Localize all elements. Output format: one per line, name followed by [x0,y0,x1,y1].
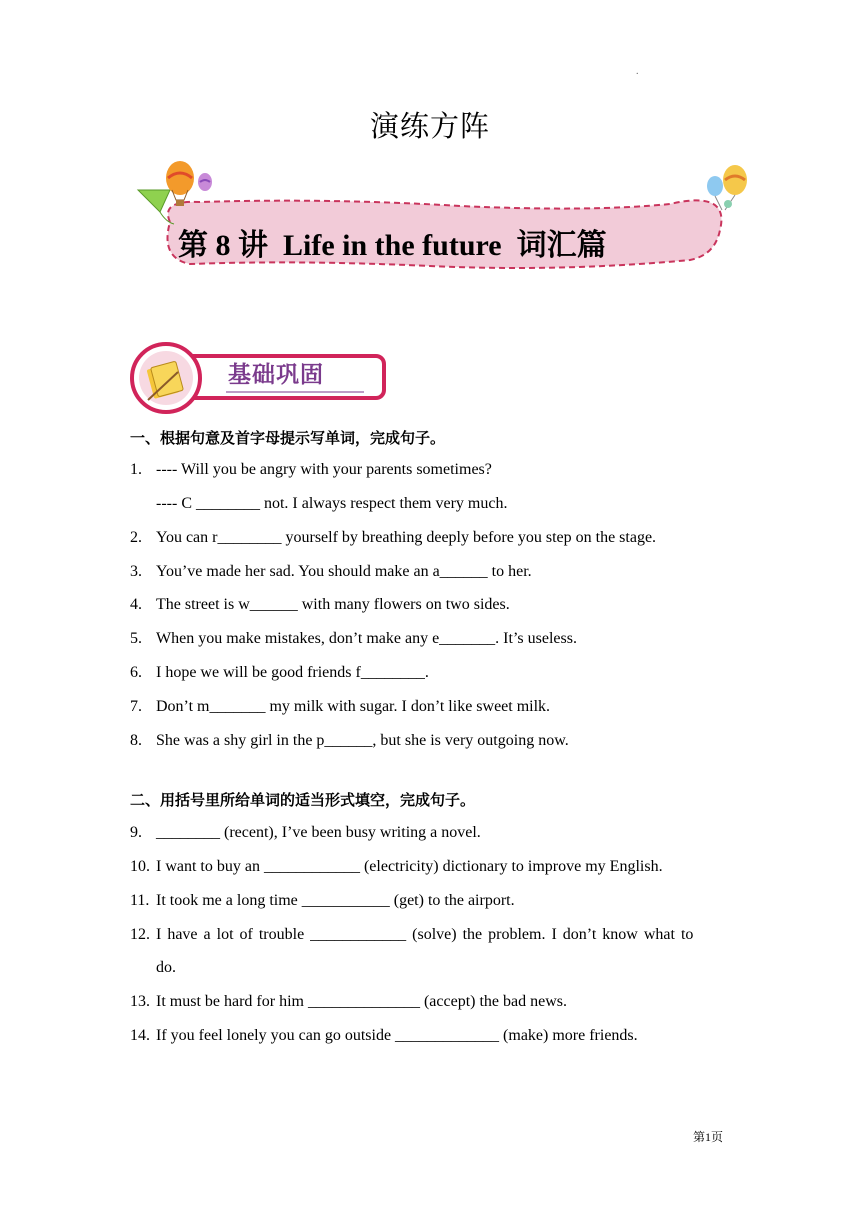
question-text: You can r________ yourself by breathing deeply before you step on the stage. [156,529,657,546]
question-number: 12. [130,926,150,943]
question-text: You’ve made her sad. You should make an a______ to her. [156,563,532,580]
question-item [130,992,730,1012]
question-number: 7. [130,698,142,715]
question-continuation: do. [156,959,176,976]
question-number: 9. [130,824,142,841]
question-number: 10. [130,858,150,875]
section-badge-label: 基础巩固 [228,362,324,388]
question-text: If you feel lonely you can go outside _____________ (make) more friends. [156,1027,638,1044]
question-text: She was a shy girl in the p______, but she is very outgoing now. [156,732,569,749]
small-balloon-icon [198,173,212,191]
question-text: When you make mistakes, don’t make any e_______. It’s useless. [156,630,577,647]
question-number: 3. [130,563,142,580]
question-text: ---- Will you be angry with your parents sometimes? [156,461,492,478]
question-item [130,1026,730,1046]
question-number: 5. [130,630,142,647]
section2-heading: 二、用括号里所给单词的适当形式填空，完成句子。 [130,791,476,809]
question-item [130,823,730,843]
page-title: 演练方阵 [369,109,490,143]
question-item [130,663,730,683]
hot-air-balloon-icon [166,161,194,206]
section1-heading: 一、根据句意及首字母提示写单词，完成句子。 [130,429,446,447]
question-text: I hope we will be good friends f________. [156,664,429,681]
page-number: 第1页 [693,1130,724,1144]
question-item [130,891,730,911]
question-number: 11. [130,892,150,909]
lesson-title: 第 8 讲 Life in the future 词汇篇 [178,229,607,262]
question-text: I want to buy an ____________ (electricity) dictionary to improve my English. [156,858,663,875]
question-text: ________ (recent), I’ve been busy writing a novel. [156,824,481,841]
question-text: It must be hard for him ______________ (accept) the bad news. [156,993,568,1010]
question-continuation: ---- C ________ not. I always respect them very much. [156,495,508,512]
question-number: 13. [130,993,150,1010]
question-item [130,629,730,649]
question-text: It took me a long time ___________ (get) to the airport. [156,892,515,909]
question-number: 6. [130,664,142,681]
question-number: 4. [130,596,142,613]
question-item [130,731,730,751]
balloons-right-icon [707,165,747,210]
question-item [130,528,730,548]
question-item [130,562,730,582]
question-number: 8. [130,732,142,749]
question-number: 14. [130,1027,150,1044]
question-item [130,925,730,945]
question-text: Don’t m_______ my milk with sugar. I don’t like sweet milk. [156,698,551,715]
question-item [130,595,730,615]
question-number: 2. [130,529,142,546]
question-item [130,857,730,877]
question-number: 1. [130,461,142,478]
question-item [130,697,730,717]
question-text: The street is w______ with many flowers on two sides. [156,596,510,613]
question-text: I have a lot of trouble ____________ (solve) the problem. I don’t know what to [156,926,694,943]
question-item [130,460,730,480]
top-dot: . [636,66,639,77]
